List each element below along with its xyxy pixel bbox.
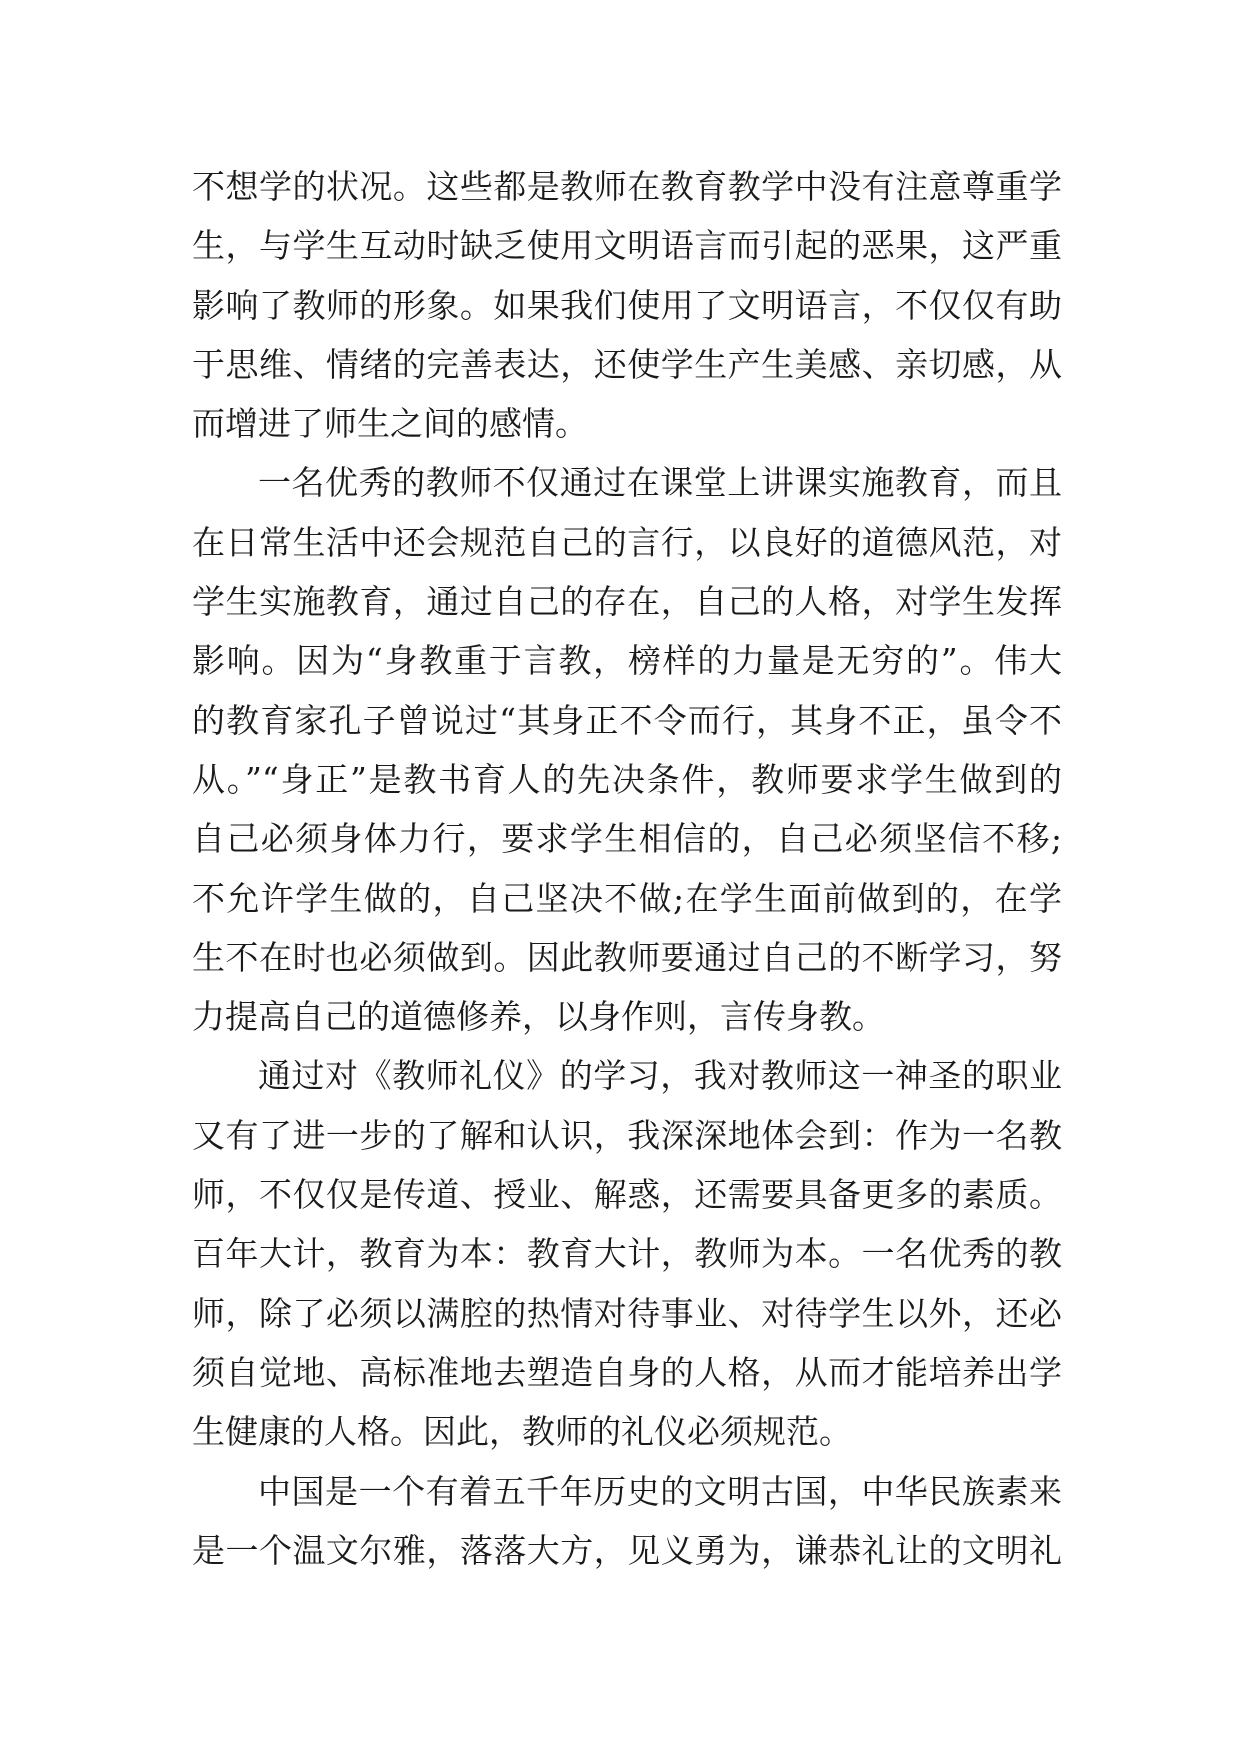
text-line: 不想学的状况。这些都是教师在教育教学中没有注意尊重学 [192, 167, 1062, 206]
body-text [192, 157, 1062, 1580]
paragraph-first-line: 一名优秀的教师不仅通过在课堂上讲课实施教育，而且 [258, 463, 1062, 503]
text-line: 影响。因为“身教重于言教，榜样的力量是无穷的”。伟大 [192, 641, 1062, 681]
text-line: 百年大计，教育为本：教育大计，教师为本。一名优秀的教 [192, 1234, 1062, 1274]
text-line: 学生实施教育，通过自己的存在，自己的人格，对学生发挥 [192, 582, 1062, 622]
text-line: 自己必须身体力行，要求学生相信的，自己必须坚信不移; [192, 819, 1062, 859]
paragraph-first-line: 通过对《教师礼仪》的学习，我对教师这一神圣的职业 [258, 1056, 1062, 1096]
text-line: 生不在时也必须做到。因此教师要通过自己的不断学习，努 [192, 937, 1062, 977]
text-line: 力提高自己的道德修养，以身作则，言传身教。 [192, 997, 885, 1037]
text-line: 的教育家孔子曾说过“其身正不令而行，其身不正，虽令不 [192, 700, 1062, 740]
text-line: 师，不仅仅是传道、授业、解惑，还需要具备更多的素质。 [192, 1175, 1062, 1215]
text-line: 生，与学生互动时缺乏使用文明语言而引起的恶果，这严重 [192, 226, 1062, 266]
text-line: 影响了教师的形象。如果我们使用了文明语言，不仅仅有助 [192, 285, 1062, 325]
text-line: 须自觉地、高标准地去塑造自身的人格，从而才能培养出学 [192, 1352, 1062, 1392]
text-line: 在日常生活中还会规范自己的言行，以良好的道德风范，对 [192, 522, 1062, 562]
text-line: 而增进了师生之间的感情。 [192, 404, 588, 444]
text-line: 又有了进一步的了解和认识，我深深地体会到：作为一名教 [192, 1115, 1062, 1155]
paragraph-first-line: 中国是一个有着五千年历史的文明古国，中华民族素来 [258, 1471, 1062, 1511]
text-line: 生健康的人格。因此，教师的礼仪必须规范。 [192, 1412, 852, 1452]
text-line: 于思维、情绪的完善表达，还使学生产生美感、亲切感，从 [192, 344, 1062, 384]
text-line: 不允许学生做的，自己坚决不做;在学生面前做到的，在学 [192, 878, 1062, 918]
text-line: 师，除了必须以满腔的热情对待事业、对待学生以外，还必 [192, 1293, 1062, 1333]
text-line: 从。”“身正”是教书育人的先决条件，教师要求学生做到的 [192, 759, 1062, 799]
text-line: 是一个温文尔雅，落落大方，见义勇为，谦恭礼让的文明礼 [192, 1530, 1062, 1570]
